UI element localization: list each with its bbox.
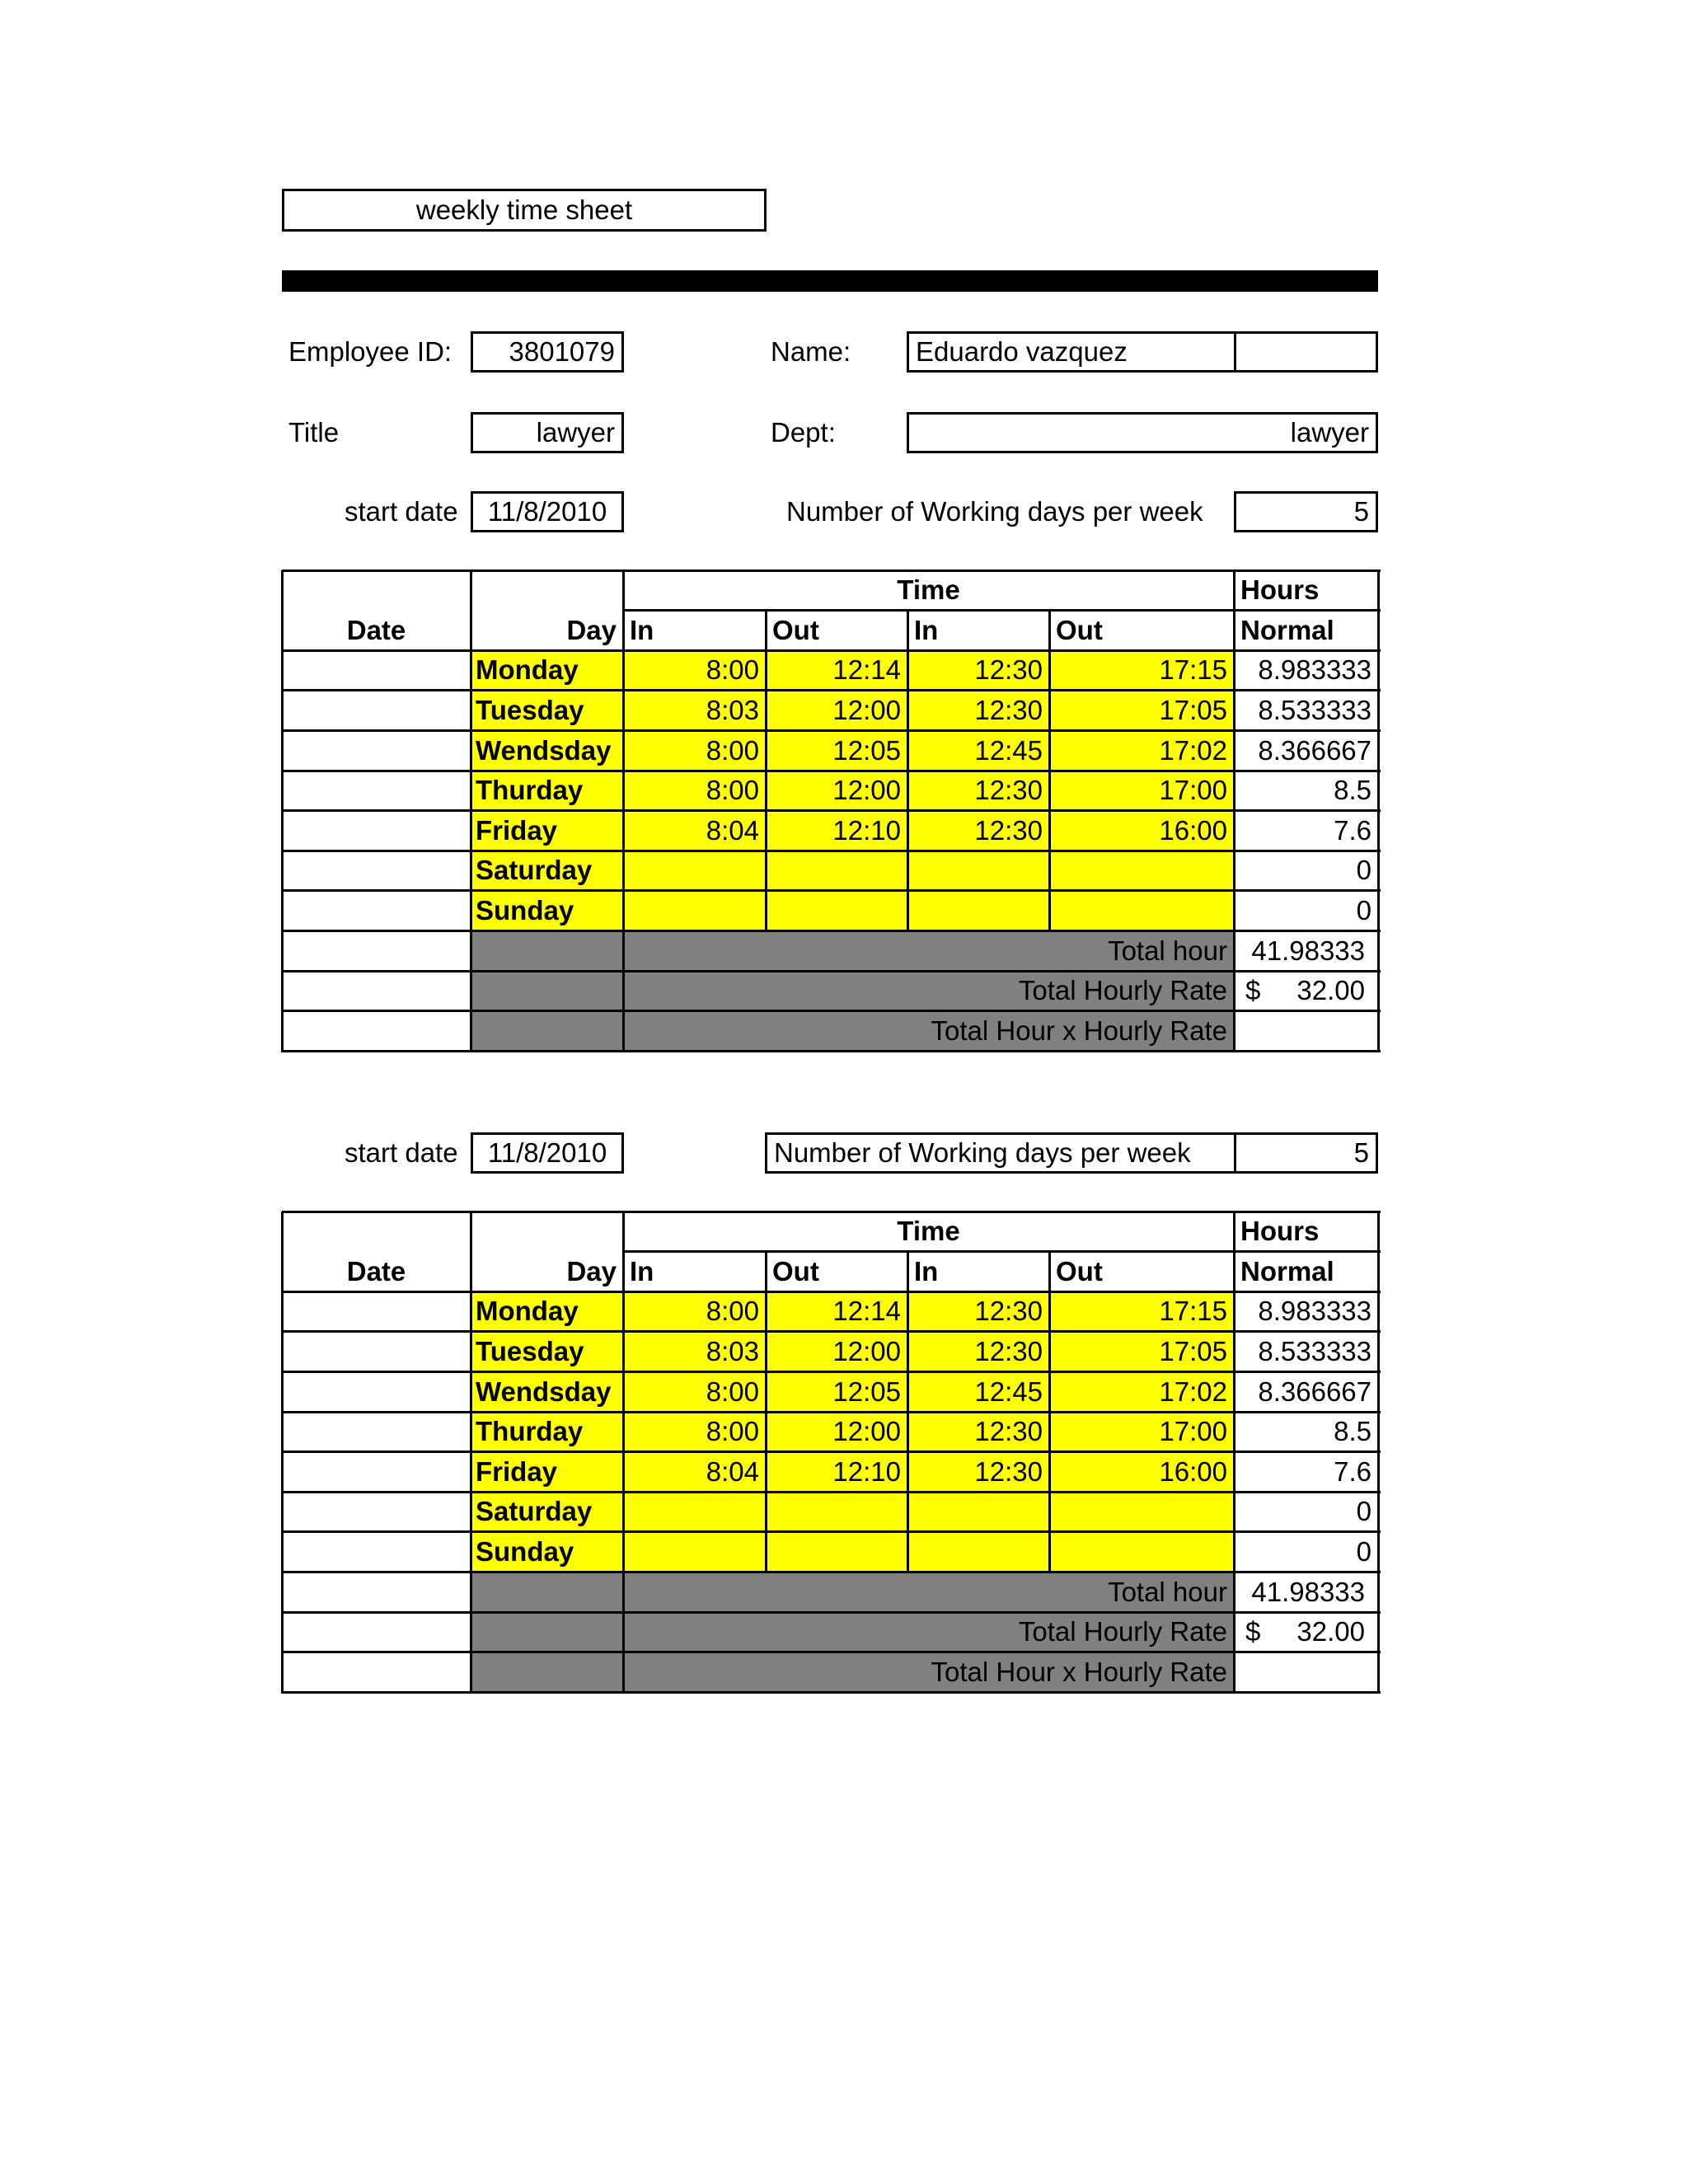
total-label: Total hour <box>1108 1576 1227 1607</box>
time-out2-cell[interactable]: 17:02 <box>1159 734 1227 766</box>
time-out1-cell[interactable]: 12:00 <box>832 695 901 726</box>
time-out1-cell[interactable]: 12:10 <box>832 1455 901 1487</box>
time-in2-cell[interactable]: 12:30 <box>974 654 1043 686</box>
time-in1-cell[interactable]: 8:00 <box>706 734 759 766</box>
time-in1-cell[interactable] <box>623 891 766 931</box>
normal-hours-cell: 0 <box>1356 895 1372 926</box>
normal-hours-cell: 8.533333 <box>1258 695 1372 726</box>
date-cell[interactable] <box>282 1291 471 1332</box>
header-normal: Normal <box>1240 614 1334 645</box>
header-hours: Hours <box>1240 1216 1320 1247</box>
sheet-title <box>282 189 767 232</box>
date-cell[interactable] <box>282 1371 471 1412</box>
time-in2-cell[interactable]: 12:30 <box>974 1336 1043 1367</box>
header-date: Date <box>346 1255 406 1286</box>
day-cell: Thurday <box>476 1416 584 1447</box>
working-days-field[interactable] <box>1234 1132 1378 1174</box>
time-out2-cell[interactable] <box>1049 851 1234 891</box>
time-out1-cell[interactable] <box>766 1492 907 1532</box>
time-in1-cell[interactable]: 8:00 <box>706 775 759 806</box>
header-time: Time <box>897 574 960 606</box>
normal-hours-cell: 8.983333 <box>1258 654 1372 686</box>
time-out2-cell[interactable] <box>1049 1532 1234 1572</box>
employee-id-field[interactable] <box>471 331 624 373</box>
day-cell: Tuesday <box>476 695 584 726</box>
day-cell: Monday <box>476 654 579 686</box>
day-cell: Friday <box>476 1455 558 1487</box>
time-out1-cell[interactable] <box>766 891 907 931</box>
start-date-field[interactable] <box>471 1132 624 1174</box>
total-value: 32.00 <box>1296 1616 1365 1647</box>
normal-hours-cell: 7.6 <box>1334 814 1372 846</box>
header-in1: In <box>630 1255 654 1286</box>
header-out1: Out <box>772 614 819 645</box>
header-in2: In <box>914 614 939 645</box>
normal-hours-cell: 8.366667 <box>1258 1376 1372 1407</box>
total-value: 41.98333 <box>1251 1576 1365 1607</box>
time-out1-cell[interactable]: 12:14 <box>832 1296 901 1327</box>
title-value: lawyer <box>536 417 615 448</box>
dept-label: Dept: <box>771 417 836 448</box>
date-cell[interactable] <box>282 1412 471 1452</box>
time-in1-cell[interactable] <box>623 851 766 891</box>
date-cell[interactable] <box>282 1332 471 1372</box>
working-days-value: 5 <box>1353 1137 1369 1168</box>
currency-symbol: $ <box>1245 1616 1261 1647</box>
start-date-field[interactable] <box>471 491 624 532</box>
header-out2: Out <box>1056 614 1103 645</box>
employee-id-label: Employee ID: <box>288 336 452 367</box>
header-normal: Normal <box>1240 1255 1334 1286</box>
header-in2: In <box>914 1255 939 1286</box>
working-days-label: Number of Working days per week <box>786 496 1203 527</box>
time-out1-cell[interactable]: 12:00 <box>832 1416 901 1447</box>
header-out2: Out <box>1056 1255 1103 1286</box>
title-label: Title <box>288 417 340 448</box>
total-value-cell <box>1234 1612 1378 1652</box>
name-value: Eduardo vazquez <box>916 336 1128 367</box>
total-value-cell <box>1234 930 1378 971</box>
working-days-value: 5 <box>1353 496 1369 527</box>
currency-symbol: $ <box>1245 975 1261 1006</box>
sheet-title-text: weekly time sheet <box>415 194 633 225</box>
normal-hours-cell: 0 <box>1356 1496 1372 1527</box>
time-out2-cell[interactable]: 17:00 <box>1159 775 1227 806</box>
date-cell[interactable] <box>282 1532 471 1572</box>
header-time: Time <box>897 1216 960 1247</box>
time-out1-cell[interactable]: 12:05 <box>832 734 901 766</box>
start-date-value: 11/8/2010 <box>487 496 607 527</box>
time-out2-cell[interactable] <box>1049 891 1234 931</box>
time-in1-cell[interactable]: 8:00 <box>706 654 759 686</box>
time-out2-cell[interactable]: 17:15 <box>1159 1296 1227 1327</box>
time-out2-cell[interactable]: 17:00 <box>1159 1416 1227 1447</box>
time-out2-cell[interactable]: 16:00 <box>1159 1455 1227 1487</box>
time-out1-cell[interactable]: 12:14 <box>832 654 901 686</box>
time-in1-cell[interactable]: 8:03 <box>706 695 759 726</box>
date-cell[interactable] <box>282 811 471 851</box>
time-out1-cell[interactable]: 12:05 <box>832 1376 901 1407</box>
header-out1: Out <box>772 1255 819 1286</box>
time-out1-cell[interactable]: 12:00 <box>832 775 901 806</box>
start-date-value: 11/8/2010 <box>487 1137 607 1168</box>
time-in2-cell[interactable]: 12:30 <box>974 775 1043 806</box>
date-cell[interactable] <box>282 691 471 731</box>
time-out2-cell[interactable]: 17:05 <box>1159 695 1227 726</box>
normal-hours-cell: 7.6 <box>1334 1455 1372 1487</box>
title-field[interactable] <box>471 412 624 453</box>
time-in1-cell[interactable]: 8:00 <box>706 1416 759 1447</box>
header-in1: In <box>630 614 654 645</box>
normal-hours-cell: 0 <box>1356 1536 1372 1568</box>
total-label: Total Hour x Hourly Rate <box>931 1656 1227 1687</box>
total-label: Total hour <box>1108 935 1227 966</box>
day-cell: Sunday <box>476 895 574 926</box>
day-cell: Thurday <box>476 775 584 806</box>
time-in2-cell[interactable]: 12:45 <box>974 734 1043 766</box>
time-out2-cell[interactable]: 16:00 <box>1159 814 1227 846</box>
normal-hours-cell: 0 <box>1356 855 1372 886</box>
time-out2-cell[interactable]: 17:05 <box>1159 1336 1227 1367</box>
normal-hours-cell: 8.533333 <box>1258 1336 1372 1367</box>
date-cell[interactable] <box>282 1011 471 1052</box>
total-label: Total Hourly Rate <box>1018 1616 1227 1647</box>
date-cell[interactable] <box>282 1492 471 1532</box>
total-label: Total Hour x Hourly Rate <box>931 1015 1227 1046</box>
time-out1-cell[interactable] <box>766 851 907 891</box>
name-field[interactable] <box>907 331 1236 373</box>
time-in2-cell[interactable]: 12:45 <box>974 1376 1043 1407</box>
time-out1-cell[interactable] <box>766 1532 907 1572</box>
time-in2-cell[interactable] <box>907 851 1049 891</box>
time-in2-cell[interactable] <box>907 1532 1049 1572</box>
time-in2-cell[interactable]: 12:30 <box>974 1455 1043 1487</box>
dept-value: lawyer <box>1290 417 1369 448</box>
total-value-cell <box>1234 1652 1378 1693</box>
day-cell: Tuesday <box>476 1336 584 1367</box>
date-cell[interactable] <box>282 1612 471 1652</box>
name-label: Name: <box>771 336 851 367</box>
time-out1-cell[interactable]: 12:10 <box>832 814 901 846</box>
time-out1-cell[interactable]: 12:00 <box>832 1336 901 1367</box>
date-cell[interactable] <box>282 930 471 971</box>
total-value: 32.00 <box>1296 975 1365 1006</box>
total-label: Total Hourly Rate <box>1018 975 1227 1006</box>
header-date: Date <box>346 614 406 645</box>
time-in2-cell[interactable]: 12:30 <box>974 695 1043 726</box>
date-cell[interactable] <box>282 650 471 691</box>
normal-hours-cell: 8.983333 <box>1258 1296 1372 1327</box>
time-out2-cell[interactable]: 17:15 <box>1159 654 1227 686</box>
working-days-label: Number of Working days per week <box>774 1137 1191 1168</box>
day-cell: Sunday <box>476 1536 574 1568</box>
day-cell: Wendsday <box>476 1376 612 1407</box>
normal-hours-cell: 8.5 <box>1334 1416 1372 1447</box>
day-cell: Friday <box>476 814 558 846</box>
date-cell[interactable] <box>282 1652 471 1693</box>
time-in1-cell[interactable]: 8:04 <box>706 1455 759 1487</box>
date-cell[interactable] <box>282 771 471 811</box>
time-in2-cell[interactable]: 12:30 <box>974 814 1043 846</box>
start-date-label: start date <box>345 1137 458 1168</box>
total-value-cell <box>1234 1572 1378 1612</box>
name-extra-field[interactable] <box>1234 331 1378 373</box>
time-in2-cell[interactable] <box>907 1492 1049 1532</box>
time-in1-cell[interactable] <box>623 1492 766 1532</box>
start-date-label: start date <box>345 496 458 527</box>
date-cell[interactable] <box>282 971 471 1011</box>
time-in1-cell[interactable]: 8:00 <box>706 1376 759 1407</box>
date-cell[interactable] <box>282 1452 471 1493</box>
time-in2-cell[interactable]: 12:30 <box>974 1296 1043 1327</box>
working-days-label-box <box>765 1132 1236 1174</box>
date-cell[interactable] <box>282 730 471 771</box>
day-cell: Wendsday <box>476 734 612 766</box>
total-value: 41.98333 <box>1251 935 1365 966</box>
header-separator-bar <box>282 270 1378 292</box>
time-in2-cell[interactable] <box>907 891 1049 931</box>
time-in1-cell[interactable] <box>623 1532 766 1572</box>
date-cell[interactable] <box>282 1572 471 1612</box>
header-day: Day <box>566 1255 617 1286</box>
time-in2-cell[interactable]: 12:30 <box>974 1416 1043 1447</box>
time-out2-cell[interactable] <box>1049 1492 1234 1532</box>
time-out2-cell[interactable]: 17:02 <box>1159 1376 1227 1407</box>
dept-field[interactable] <box>907 412 1378 453</box>
normal-hours-cell: 8.366667 <box>1258 734 1372 766</box>
working-days-field[interactable] <box>1234 491 1378 532</box>
total-value-cell <box>1234 971 1378 1011</box>
date-cell[interactable] <box>282 851 471 891</box>
time-in1-cell[interactable]: 8:03 <box>706 1336 759 1367</box>
normal-hours-cell: 8.5 <box>1334 775 1372 806</box>
time-in1-cell[interactable]: 8:04 <box>706 814 759 846</box>
header-day: Day <box>566 614 617 645</box>
day-cell: Saturday <box>476 855 593 886</box>
total-value-cell <box>1234 1011 1378 1052</box>
day-cell: Saturday <box>476 1496 593 1527</box>
day-cell: Monday <box>476 1296 579 1327</box>
header-hours: Hours <box>1240 574 1320 606</box>
employee-id-value: 3801079 <box>509 336 615 367</box>
date-cell[interactable] <box>282 891 471 931</box>
time-in1-cell[interactable]: 8:00 <box>706 1296 759 1327</box>
